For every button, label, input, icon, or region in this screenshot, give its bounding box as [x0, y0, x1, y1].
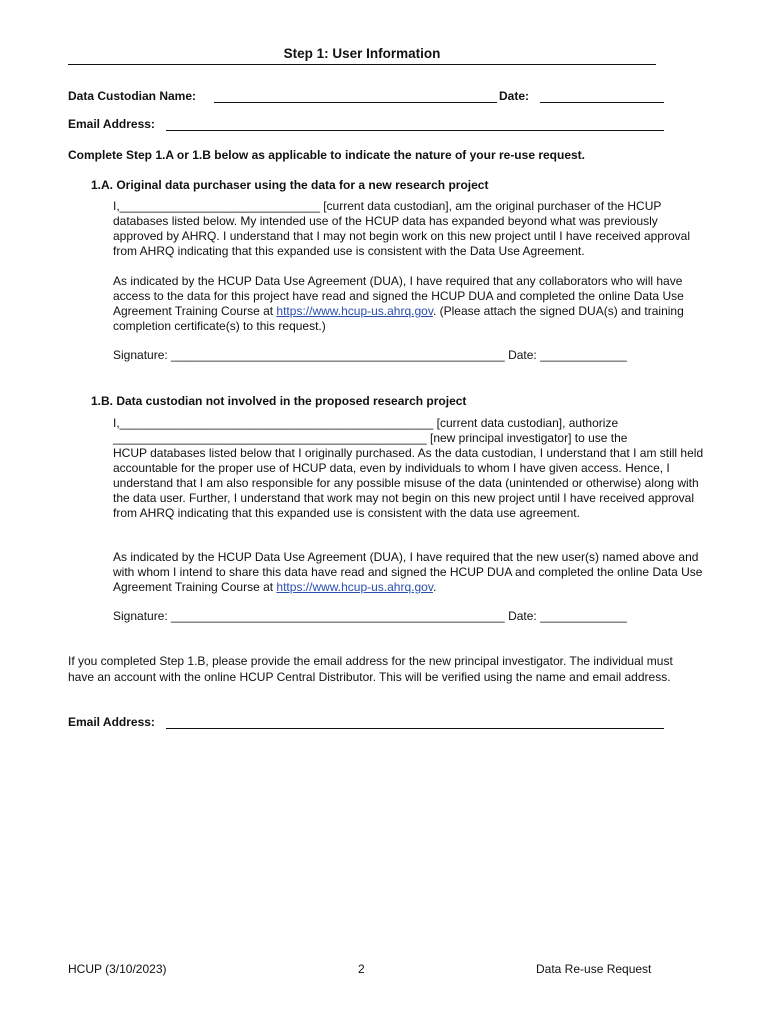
custodian-name-field[interactable]: [214, 89, 497, 103]
date-field[interactable]: [540, 89, 664, 103]
custodian-name-label: Data Custodian Name:: [68, 89, 197, 103]
section-b-heading: 1.B. Data custodian not involved in the proposed research project: [91, 394, 467, 408]
section-a-signature-line[interactable]: Signature: __________________________________________________ Date: _____________: [113, 348, 627, 362]
pi-email-field[interactable]: [166, 715, 664, 729]
date-label: Date:: [499, 89, 530, 103]
section-a-paragraph-2-end: . (Please attach the signed DUA(s) and training completion certificate(s) to this request.): [113, 304, 684, 333]
section-b-paragraph-2: [113, 550, 705, 595]
email-field[interactable]: [166, 117, 664, 131]
footer-right: Data Re-use Request: [536, 962, 652, 976]
section-a-paragraph-2: [113, 274, 705, 334]
section-b-signature-line[interactable]: Signature: __________________________________________________ Date: _____________: [113, 609, 627, 623]
followup-text: If you completed Step 1.B, please provide the email address for the new principal investigator. The individual must have an account with the online HCUP Central Distributor. This will be verified using the name and email address.: [68, 654, 673, 684]
email-label: Email Address:: [68, 117, 155, 131]
hcup-link[interactable]: https://www.hcup-us.ahrq.gov: [276, 304, 433, 318]
section-b-paragraph-2-end: .: [432, 580, 437, 594]
section-a-heading: 1.A. Original data purchaser using the data for a new research project: [91, 178, 489, 192]
section-b-paragraph-1: HCUP databases listed below that I originally purchased. As the data custodian, I understand that I am still held accountable for the proper use of HCUP data, even by individuals to whom I have given access. Hence, I understand that I am also responsible for any possible misuse of the data (unintended or otherwise) along with the data user. Further, I understand that work may not begin on this new project until I have received approval from AHRQ indicating that this expanded use is consistent with the data use agreement.: [113, 446, 704, 520]
pi-email-label: Email Address:: [68, 715, 155, 729]
page-title: Step 1: User Information: [68, 46, 656, 65]
section-b-line-1[interactable]: I,_______________________________________________ [current data custodian], authorize: [113, 416, 619, 430]
hcup-link[interactable]: https://www.hcup-us.ahrq.gov: [276, 580, 433, 594]
section-a-paragraph-1: I,______________________________ [current data custodian], am the original purchaser of the HCUP databases listed below. My intended use of the HCUP data has expanded beyond what was previously approved by AHRQ. I understand that I may not begin work on this new project until I have received approval from AHRQ indicating that this expanded use is consistent with the Data Use Agreement.: [113, 199, 690, 258]
section-a-paragraph-2-text: As indicated by the HCUP Data Use Agreement (DUA), I have required that any collaborators who will have access to the data for this project have read and signed the HCUP DUA and completed the online Data Use Agreement Training Course at: [113, 274, 684, 318]
instructions: Complete Step 1.A or 1.B below as applicable to indicate the nature of your re-use request.: [68, 148, 586, 162]
section-b-line-2[interactable]: _______________________________________________ [new principal investigator] to use the: [113, 431, 628, 445]
page-number: 2: [358, 962, 365, 976]
section-b-paragraph-2-text: As indicated by the HCUP Data Use Agreement (DUA), I have required that the new user(s) named above and with whom I intend to share this data have read and signed the HCUP DUA and completed the online Data Use Agreement Training Course at: [113, 550, 703, 594]
footer-left: HCUP (3/10/2023): [68, 962, 167, 976]
